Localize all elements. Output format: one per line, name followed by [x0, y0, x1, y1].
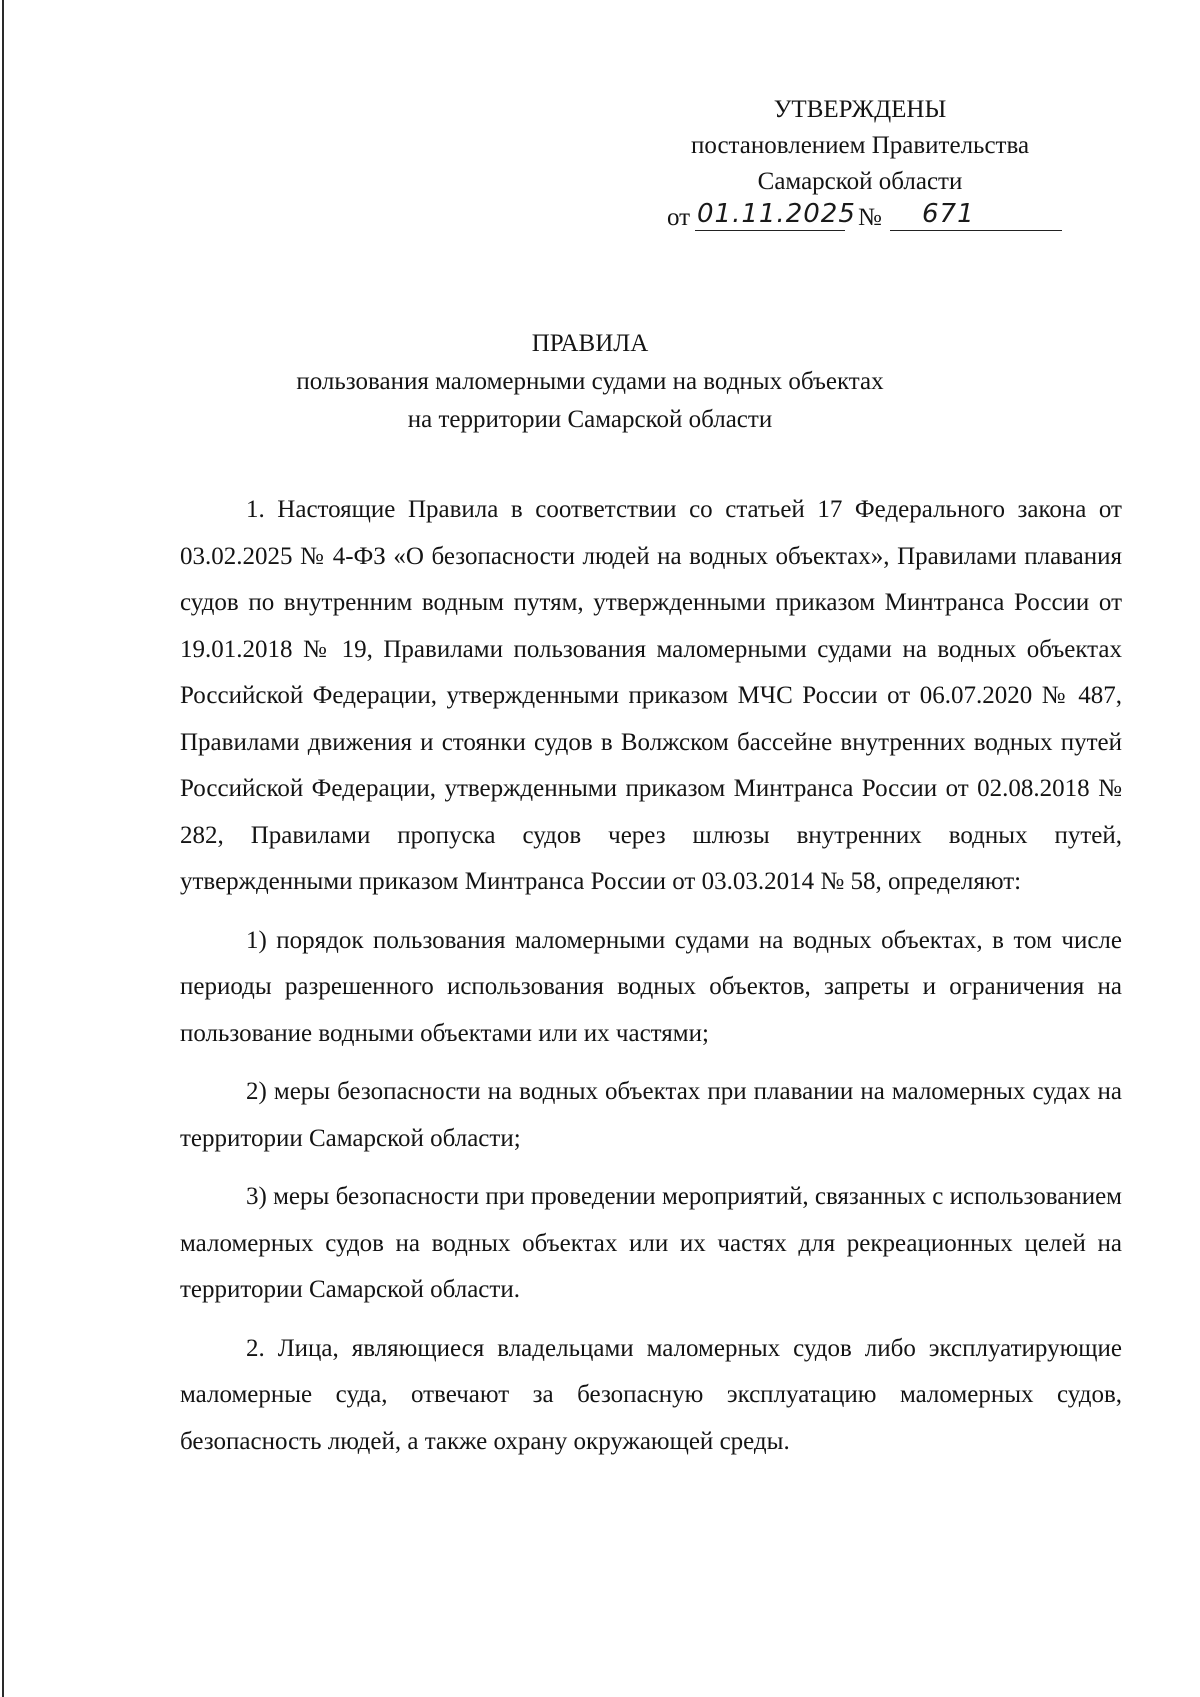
handwritten-date: 01.11.2025 — [697, 199, 856, 229]
paragraph-1-item-1: 1) порядок пользования маломерными судами на водных объектах, в том числе периоды разрешенного использования водных объектов, запреты и ограничения на пользование водными объектами или их частями; — [180, 926, 1122, 1047]
handwritten-number: 671 — [922, 199, 975, 229]
date-underline — [695, 230, 845, 231]
approval-heading: УТВЕРЖДЕНЫ — [773, 96, 947, 123]
paragraph-1-item-2: 2) меры безопасности на водных объектах при плавании на маломерных судах на территории Самарской области; — [180, 1078, 1122, 1152]
document-title-block — [150, 325, 1030, 439]
document-subtitle-line-1: пользования маломерными судами на водных объектах — [296, 368, 884, 395]
paragraph-1-item-3: 3) меры безопасности при проведении мероприятий, связанных с использованием маломерных судов на водных объектах или их частях для рекреационных целей на территории Самарской области. — [180, 1183, 1122, 1303]
paragraph-2: 2. Лица, являющиеся владельцами маломерных судов либо эксплуатирующие маломерные суда, отвечают за безопасную эксплуатацию маломерных судов, безопасность людей, а также охрану окружающей среды. — [180, 1334, 1122, 1455]
paragraph-1: 1. Настоящие Правила в соответствии со статьей 17 Федерального закона от 03.02.2025 № 4-ФЗ «О безопасности людей на водных объектах», Правилами плавания судов по внутренним водным путям, утвержденными приказом Минтранса России от 19.01.2018 № 19, Правилами пользования маломерными судами на водных объектах Российской Федерации, утвержденными приказом МЧС России от 06.07.2020 № 487, Правилами движения и стоянки судов в Волжском бассейне внутренних водных путей Российской Федерации, утвержденными приказом Минтранса России от 02.08.2018 № 282, Правилами пропуска судов через шлюзы внутренних водных путей, утвержденными приказом Минтранса России от 03.03.2014 № 58, определяют: — [180, 496, 1122, 895]
date-prefix: от — [667, 204, 691, 231]
page-edge-line — [2, 0, 4, 1697]
number-underline — [890, 230, 1062, 231]
approval-stamp-block — [640, 92, 1080, 240]
document-subtitle-line-2: на территории Самарской области — [407, 406, 773, 433]
approval-line-2: Самарской области — [757, 168, 963, 195]
approval-line-1: постановлением Правительства — [690, 132, 1030, 159]
document-body — [180, 487, 1122, 1465]
document-title: ПРАВИЛА — [531, 330, 649, 357]
approval-date-row — [640, 200, 1080, 240]
number-sign: № — [858, 204, 882, 231]
